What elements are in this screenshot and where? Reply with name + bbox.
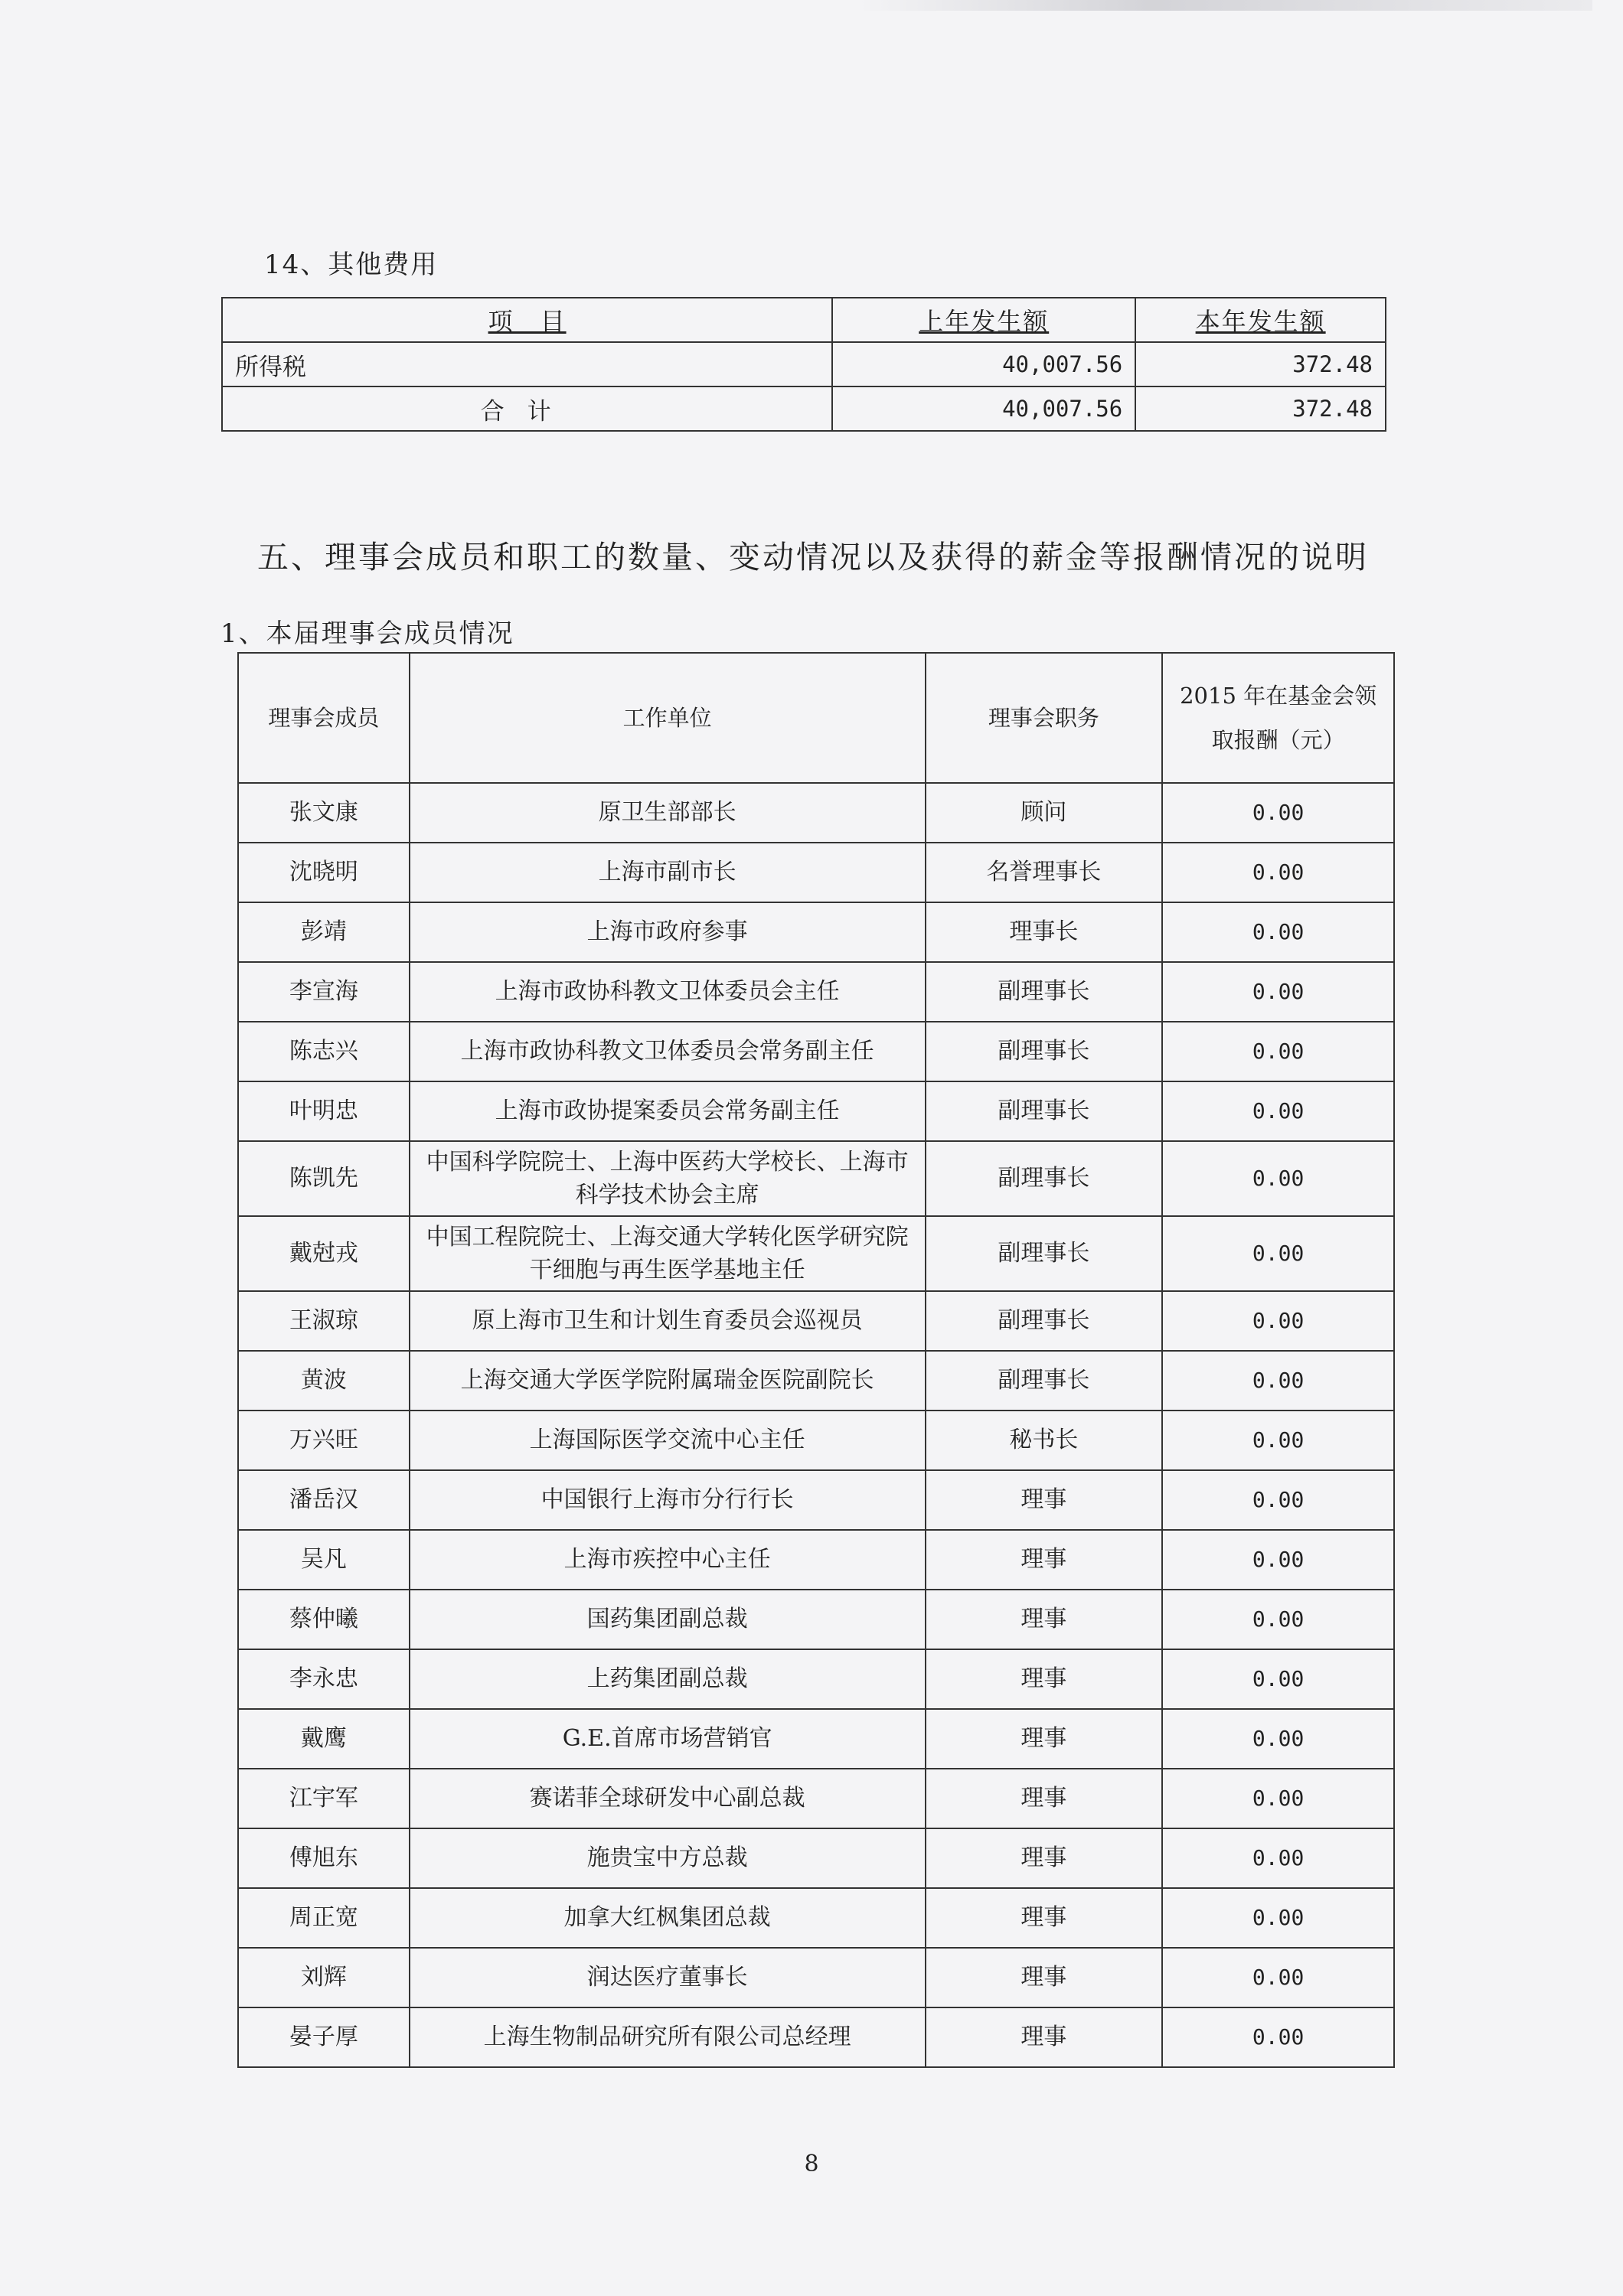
cell-work-unit: G.E.首席市场营销官 bbox=[410, 1709, 926, 1769]
cell-pay: 0.00 bbox=[1162, 1470, 1394, 1530]
cell-member-name: 周正宽 bbox=[238, 1888, 410, 1948]
cell-pay: 0.00 bbox=[1162, 1530, 1394, 1590]
header-curr-year: 本年发生额 bbox=[1135, 298, 1386, 342]
cell-board-role: 理事 bbox=[926, 1590, 1163, 1649]
cell-work-unit: 上海国际医学交流中心主任 bbox=[410, 1411, 926, 1470]
cell-board-role: 副理事长 bbox=[926, 1351, 1163, 1411]
table-row bbox=[238, 1411, 1394, 1470]
cell-work-unit: 上海生物制品研究所有限公司总经理 bbox=[410, 2007, 926, 2067]
table-row bbox=[238, 843, 1394, 902]
cell-work-unit: 润达医疗董事长 bbox=[410, 1948, 926, 2007]
table-row bbox=[238, 1948, 1394, 2007]
cell-board-role: 理事 bbox=[926, 2007, 1163, 2067]
cell-board-role: 秘书长 bbox=[926, 1411, 1163, 1470]
table-row bbox=[238, 1649, 1394, 1709]
cell-board-role: 副理事长 bbox=[926, 1022, 1163, 1081]
table-header-row bbox=[238, 653, 1394, 783]
cell-member-name: 王淑琼 bbox=[238, 1291, 410, 1351]
cell-work-unit: 中国科学院院士、上海中医药大学校长、上海市科学技术协会主席 bbox=[410, 1141, 926, 1216]
cell-member-name: 潘岳汉 bbox=[238, 1470, 410, 1530]
page-number: 8 bbox=[804, 2151, 819, 2177]
table-row bbox=[238, 1291, 1394, 1351]
header-item: 项 目 bbox=[222, 298, 832, 342]
cell-board-role: 副理事长 bbox=[926, 1141, 1163, 1216]
board-members-table bbox=[237, 652, 1395, 2068]
cell-member-name: 叶明忠 bbox=[238, 1081, 410, 1141]
cell-board-role: 理事 bbox=[926, 1649, 1163, 1709]
cell-work-unit: 原上海市卫生和计划生育委员会巡视员 bbox=[410, 1291, 926, 1351]
table-row bbox=[238, 1141, 1394, 1216]
cell-board-role: 理事 bbox=[926, 1769, 1163, 1828]
cell-prev: 40,007.56 bbox=[832, 386, 1135, 431]
header-pay: 2015 年在基金会领取报酬（元） bbox=[1162, 653, 1394, 783]
table-row bbox=[238, 2007, 1394, 2067]
cell-pay: 0.00 bbox=[1162, 1081, 1394, 1141]
cell-pay: 0.00 bbox=[1162, 1828, 1394, 1888]
table-total-row bbox=[222, 386, 1386, 431]
table-row bbox=[238, 1769, 1394, 1828]
table-row bbox=[238, 1530, 1394, 1590]
table-row bbox=[238, 962, 1394, 1022]
cell-pay: 0.00 bbox=[1162, 1649, 1394, 1709]
cell-board-role: 名誉理事长 bbox=[926, 843, 1163, 902]
cell-curr: 372.48 bbox=[1135, 342, 1386, 386]
cell-board-role: 理事 bbox=[926, 1470, 1163, 1530]
cell-work-unit: 上海市政协科教文卫体委员会主任 bbox=[410, 962, 926, 1022]
cell-work-unit: 国药集团副总裁 bbox=[410, 1590, 926, 1649]
table-row bbox=[238, 1590, 1394, 1649]
table-row bbox=[238, 1351, 1394, 1411]
cell-pay: 0.00 bbox=[1162, 1590, 1394, 1649]
table-row bbox=[238, 1888, 1394, 1948]
cell-work-unit: 施贵宝中方总裁 bbox=[410, 1828, 926, 1888]
cell-board-role: 副理事长 bbox=[926, 1291, 1163, 1351]
cell-board-role: 理事 bbox=[926, 1948, 1163, 2007]
cell-work-unit: 上海市政府参事 bbox=[410, 902, 926, 962]
cell-pay: 0.00 bbox=[1162, 902, 1394, 962]
cell-member-name: 傅旭东 bbox=[238, 1828, 410, 1888]
header-unit: 工作单位 bbox=[410, 653, 926, 783]
header-role: 理事会职务 bbox=[926, 653, 1163, 783]
cell-work-unit: 赛诺菲全球研发中心副总裁 bbox=[410, 1769, 926, 1828]
cell-pay: 0.00 bbox=[1162, 1291, 1394, 1351]
cell-pay: 0.00 bbox=[1162, 843, 1394, 902]
cell-pay: 0.00 bbox=[1162, 2007, 1394, 2067]
cell-work-unit: 加拿大红枫集团总裁 bbox=[410, 1888, 926, 1948]
cell-member-name: 沈晓明 bbox=[238, 843, 410, 902]
cell-member-name: 黄波 bbox=[238, 1351, 410, 1411]
cell-prev: 40,007.56 bbox=[832, 342, 1135, 386]
table-header-row bbox=[222, 298, 1386, 342]
table-row bbox=[238, 1470, 1394, 1530]
scan-artifact bbox=[857, 0, 1592, 11]
cell-pay: 0.00 bbox=[1162, 783, 1394, 843]
cell-pay: 0.00 bbox=[1162, 1948, 1394, 2007]
cell-member-name: 李永忠 bbox=[238, 1649, 410, 1709]
cell-work-unit: 上海市政协提案委员会常务副主任 bbox=[410, 1081, 926, 1141]
cell-item: 所得税 bbox=[222, 342, 832, 386]
cell-member-name: 吴凡 bbox=[238, 1530, 410, 1590]
cell-pay: 0.00 bbox=[1162, 1411, 1394, 1470]
cell-member-name: 刘辉 bbox=[238, 1948, 410, 2007]
cell-member-name: 戴鹰 bbox=[238, 1709, 410, 1769]
table-row bbox=[238, 1709, 1394, 1769]
cell-curr: 372.48 bbox=[1135, 386, 1386, 431]
cell-board-role: 理事 bbox=[926, 1888, 1163, 1948]
cell-board-role: 理事 bbox=[926, 1828, 1163, 1888]
cell-pay: 0.00 bbox=[1162, 1769, 1394, 1828]
cell-work-unit: 上海市疾控中心主任 bbox=[410, 1530, 926, 1590]
cell-work-unit: 原卫生部部长 bbox=[410, 783, 926, 843]
cell-member-name: 戴尅戎 bbox=[238, 1216, 410, 1291]
cell-board-role: 理事长 bbox=[926, 902, 1163, 962]
header-member: 理事会成员 bbox=[238, 653, 410, 783]
cell-pay: 0.00 bbox=[1162, 962, 1394, 1022]
section-5-title: 五、理事会成员和职工的数量、变动情况以及获得的薪金等报酬情况的说明 bbox=[257, 539, 1369, 576]
board-members-subtitle: 1、本届理事会成员情况 bbox=[220, 618, 514, 649]
cell-work-unit: 中国银行上海市分行行长 bbox=[410, 1470, 926, 1530]
cell-board-role: 副理事长 bbox=[926, 1081, 1163, 1141]
other-expenses-table bbox=[221, 297, 1386, 432]
cell-member-name: 江宇军 bbox=[238, 1769, 410, 1828]
cell-work-unit: 上海市副市长 bbox=[410, 843, 926, 902]
cell-member-name: 张文康 bbox=[238, 783, 410, 843]
cell-board-role: 副理事长 bbox=[926, 1216, 1163, 1291]
cell-total-label: 合计 bbox=[222, 386, 832, 431]
table-row bbox=[238, 1081, 1394, 1141]
cell-work-unit: 上海交通大学医学院附属瑞金医院副院长 bbox=[410, 1351, 926, 1411]
cell-pay: 0.00 bbox=[1162, 1709, 1394, 1769]
cell-work-unit: 中国工程院院士、上海交通大学转化医学研究院干细胞与再生医学基地主任 bbox=[410, 1216, 926, 1291]
table-row bbox=[222, 342, 1386, 386]
table-row bbox=[238, 1216, 1394, 1291]
cell-work-unit: 上药集团副总裁 bbox=[410, 1649, 926, 1709]
table-row bbox=[238, 902, 1394, 962]
cell-pay: 0.00 bbox=[1162, 1141, 1394, 1216]
cell-work-unit: 上海市政协科教文卫体委员会常务副主任 bbox=[410, 1022, 926, 1081]
cell-board-role: 理事 bbox=[926, 1709, 1163, 1769]
cell-board-role: 副理事长 bbox=[926, 962, 1163, 1022]
table-row bbox=[238, 1022, 1394, 1081]
cell-member-name: 晏子厚 bbox=[238, 2007, 410, 2067]
cell-pay: 0.00 bbox=[1162, 1216, 1394, 1291]
cell-pay: 0.00 bbox=[1162, 1022, 1394, 1081]
cell-member-name: 蔡仲曦 bbox=[238, 1590, 410, 1649]
cell-pay: 0.00 bbox=[1162, 1888, 1394, 1948]
cell-member-name: 李宣海 bbox=[238, 962, 410, 1022]
table-row bbox=[238, 783, 1394, 843]
cell-board-role: 理事 bbox=[926, 1530, 1163, 1590]
cell-member-name: 陈志兴 bbox=[238, 1022, 410, 1081]
table-row bbox=[238, 1828, 1394, 1888]
section-14-title: 14、其他费用 bbox=[264, 249, 439, 280]
cell-member-name: 万兴旺 bbox=[238, 1411, 410, 1470]
cell-board-role: 顾问 bbox=[926, 783, 1163, 843]
cell-pay: 0.00 bbox=[1162, 1351, 1394, 1411]
header-prev-year: 上年发生额 bbox=[832, 298, 1135, 342]
cell-member-name: 彭靖 bbox=[238, 902, 410, 962]
cell-member-name: 陈凯先 bbox=[238, 1141, 410, 1216]
